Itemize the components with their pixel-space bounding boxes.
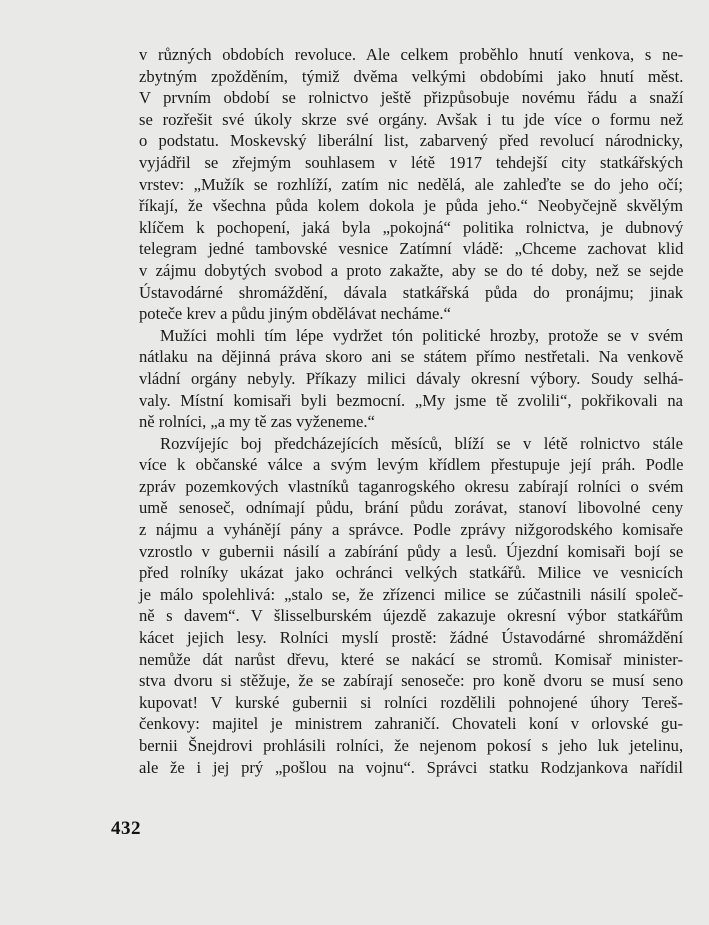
text-line: umě senoseč, odnímají půdu, brání půdu zorávat, stanoví libovolné ceny (139, 498, 684, 518)
text-line: Rozvíjejíc boj předcházejících měsíců, blíží se v létě rolnictvo stále (160, 433, 683, 453)
text-line: valy. Místní komisaři byli bezmocní. „My jsme tě zvolili“, pokřikovali na (139, 390, 683, 410)
text-line: vzrostlo v gubernii násilí a zabírání půdy a lesů. Újezdní komisaři bojí se (139, 541, 684, 561)
text-line: kupovat! V kurské gubernii si rolníci rozdělili pohnojené úhory Tereš- (139, 692, 683, 712)
paragraph-1 (139, 44, 683, 325)
text-line: ale že i jej prý „pošlou na vojnu“. Správci statku Rodzjankova nařídil (139, 757, 683, 777)
text-line: čenkovy: majitel je ministrem zahraničí. Chovateli koní v orlovské gu- (139, 714, 684, 734)
text-line: v zájmu dobytých svobod a proto zakažte, aby se do té doby, než se sejde (139, 260, 684, 280)
paragraph-2 (139, 325, 683, 433)
text-line: o podstatu. Moskevský liberální list, zabarvený před revolucí národnicky, (139, 131, 683, 151)
text-line: poteče krev a půdu jiným obdělávat necháme.“ (139, 304, 451, 324)
text-line: klíčem k pochopení, jaká byla „pokojná“ politika rolnictva, je dubnový (139, 217, 684, 237)
text-line: více k občanské válce a svým levým křídlem přestupuje její práh. Podle (139, 455, 684, 475)
text-line: zpráv pozemkových vlastníků taganrogského okresu zabírají rolníci o svém (139, 476, 684, 496)
text-line: vyjádřil se zřejmým souhlasem v létě 1917 tehdejší city statkářských (139, 152, 683, 172)
text-line: Ústavodárné shromáždění, dávala statkářská půda do pronájmu; jinak (139, 282, 683, 302)
text-line: zbytným zpožděním, týmiž dvěma velkými obdobími jako hnutí měst. (139, 66, 684, 86)
text-line: ně s davem“. V šlisselburském újezdě zakazuje okresní výbor statkářům (139, 606, 683, 626)
text-line: stva dvoru si stěžuje, že se zabírají senoseče: pro koně dvoru se musí seno (139, 671, 684, 691)
text-line: nemůže dát narůst dřevu, které se nakácí se stromů. Komisař minister- (139, 649, 683, 669)
text-line: nátlaku na dějinná práva skoro ani se státem přímo nestřetali. Na venkově (139, 347, 684, 367)
text-line: bernii Šnejdrovi prohlásili rolníci, že nejenom pokosí s jeho luk jetelinu, (139, 736, 684, 755)
text-line: vládní orgány nebyly. Příkazy milici dávaly okresní výbory. Soudy selhá- (139, 368, 684, 388)
text-line: Mužíci mohli tím lépe vydržet tón politické hrozby, protože se v svém (160, 325, 684, 345)
text-line: z nájmu a vyhánějí pány a správce. Podle zprávy nižgorodského komisaře (139, 520, 683, 540)
text-line: telegram jedné tambovské vesnice Zatímní vládě: „Chceme zachovat klid (139, 239, 684, 259)
text-line: je málo spolehlivá: „stalo se, že zřízenci milice se zúčastnili násilí společ- (139, 584, 684, 604)
text-line: v různých obdobích revoluce. Ale celkem proběhlo hnutí venkova, s ne- (139, 45, 684, 64)
text-line: říkají, že všechna půda kolem dokola je půda jeho.“ Neobyčejně skvělým (139, 196, 683, 216)
paragraph-3 (139, 433, 683, 779)
page-body (139, 44, 683, 778)
text-line: vrstev: „Mužík se rozhlíží, zatím nic nedělá, ale zahleďte se do jeho očí; (139, 174, 683, 194)
text-line: před rolníky ukázat jako ochránci velkých statkářů. Milice ve vesnicích (139, 563, 683, 583)
text-line: se rozřešit své úkoly skrze své orgány. Avšak i tu jde více o formu než (139, 109, 684, 129)
text-line: ně rolníci, „a my tě zas vyženeme.“ (139, 412, 375, 432)
page-number: 432 (111, 818, 141, 839)
text-line: kácet jejich lesy. Rolníci myslí prostě: žádné Ústavodárné shromáždění (139, 628, 684, 648)
text-line: V prvním období se rolnictvo ještě přizpůsobuje novému řádu a snaží (139, 88, 684, 108)
